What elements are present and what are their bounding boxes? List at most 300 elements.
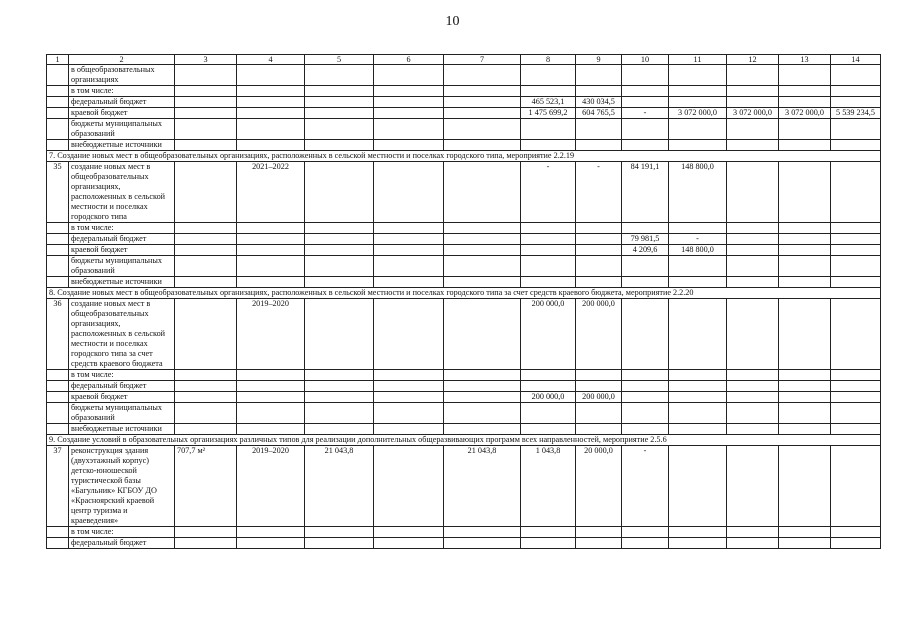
table-cell (47, 403, 69, 424)
table-cell: в том числе: (69, 370, 175, 381)
table-cell: 21 043,8 (305, 446, 374, 527)
table-cell: федеральный бюджет (69, 381, 175, 392)
table-row (47, 370, 881, 381)
table-cell (669, 403, 727, 424)
table-cell (622, 97, 669, 108)
table-cell (779, 392, 831, 403)
table-cell (47, 223, 69, 234)
table-cell (727, 256, 779, 277)
column-header: 3 (175, 55, 237, 65)
table-cell (831, 299, 881, 370)
table-row (47, 86, 881, 97)
table-cell (831, 370, 881, 381)
table-cell (831, 234, 881, 245)
table-cell (374, 108, 444, 119)
table-cell (374, 277, 444, 288)
table-cell (444, 299, 521, 370)
table-cell (175, 140, 237, 151)
table-cell (444, 97, 521, 108)
table-cell: бюджеты муниципальных образований (69, 119, 175, 140)
table-cell (237, 223, 305, 234)
table-cell (374, 446, 444, 527)
table-cell (305, 392, 374, 403)
table-cell (444, 140, 521, 151)
table-cell: 465 523,1 (521, 97, 576, 108)
table-row (47, 162, 881, 223)
table-cell (305, 119, 374, 140)
table-cell (175, 97, 237, 108)
table-cell (305, 403, 374, 424)
table-cell (831, 424, 881, 435)
table-cell (444, 277, 521, 288)
table-cell: краевой бюджет (69, 392, 175, 403)
table-cell (305, 527, 374, 538)
table-cell (47, 119, 69, 140)
table-cell: в общеобразовательных организациях (69, 65, 175, 86)
table-cell (47, 277, 69, 288)
table-cell: создание новых мест в общеобразовательных организациях, расположенных в сельской местности и поселках городского типа (69, 162, 175, 223)
column-header: 8 (521, 55, 576, 65)
table-row (47, 277, 881, 288)
page-number: 10 (445, 14, 460, 29)
table-cell (444, 527, 521, 538)
table-cell (622, 381, 669, 392)
table-cell (576, 119, 622, 140)
table-cell (779, 277, 831, 288)
table-cell (47, 245, 69, 256)
table-cell (669, 299, 727, 370)
table-cell: 200 000,0 (576, 392, 622, 403)
table-cell: - (521, 162, 576, 223)
table-cell (622, 119, 669, 140)
table-cell (237, 424, 305, 435)
table-cell (305, 234, 374, 245)
section-row (47, 151, 881, 162)
table-cell (576, 424, 622, 435)
table-row (47, 538, 881, 549)
table-cell (374, 162, 444, 223)
table-cell (237, 392, 305, 403)
header-row (47, 55, 881, 65)
table-cell (175, 299, 237, 370)
table-cell (779, 223, 831, 234)
table-cell (779, 538, 831, 549)
table-cell (237, 140, 305, 151)
table-cell (47, 234, 69, 245)
table-cell (374, 223, 444, 234)
table-cell (576, 256, 622, 277)
table-cell (779, 65, 831, 86)
table-cell (175, 234, 237, 245)
table-cell (374, 245, 444, 256)
table-cell: внебюджетные источники (69, 140, 175, 151)
table-cell (521, 140, 576, 151)
table-cell (444, 256, 521, 277)
table-cell (305, 65, 374, 86)
table-cell (576, 527, 622, 538)
table-cell (305, 223, 374, 234)
table-cell (622, 277, 669, 288)
column-header: 7 (444, 55, 521, 65)
table-cell (47, 424, 69, 435)
table-cell (622, 392, 669, 403)
budget-table (46, 54, 881, 549)
table-cell (444, 234, 521, 245)
table-cell: - (622, 108, 669, 119)
table-cell (175, 162, 237, 223)
table-cell (175, 86, 237, 97)
table-cell (727, 86, 779, 97)
section-title: 8. Создание новых мест в общеобразовательных организациях, расположенных в сельской местности и поселках городского типа за счет средств краевого бюджета, мероприятие 2.2.20 (47, 288, 881, 299)
table-cell (175, 277, 237, 288)
table-cell (444, 86, 521, 97)
table-cell (669, 370, 727, 381)
table-cell (622, 527, 669, 538)
table-cell (47, 97, 69, 108)
section-row (47, 288, 881, 299)
table-cell (727, 277, 779, 288)
table-cell: реконструкция здания (двухэтажный корпус) детско-юношеской туристической базы «Багульник» КГБОУ ДО «Красноярский краевой центр туризма и краеведения» (69, 446, 175, 527)
table-cell (831, 538, 881, 549)
table-cell (175, 370, 237, 381)
table-cell (779, 162, 831, 223)
table-cell (669, 86, 727, 97)
table-cell (779, 234, 831, 245)
table-cell: 707,7 м² (175, 446, 237, 527)
table-cell (175, 245, 237, 256)
table-row (47, 299, 881, 370)
table-cell (669, 65, 727, 86)
column-header: 12 (727, 55, 779, 65)
table-cell (175, 381, 237, 392)
table-cell: 4 209,6 (622, 245, 669, 256)
table-cell (831, 392, 881, 403)
table-cell (374, 299, 444, 370)
table-row (47, 392, 881, 403)
table-cell (622, 538, 669, 549)
table-cell (779, 119, 831, 140)
table-cell (374, 256, 444, 277)
table-cell: 36 (47, 299, 69, 370)
table-row (47, 97, 881, 108)
table-cell (237, 527, 305, 538)
table-cell: 3 072 000,0 (727, 108, 779, 119)
table-cell: 2021–2022 (237, 162, 305, 223)
table-cell (576, 234, 622, 245)
table-cell (237, 256, 305, 277)
table-cell (374, 234, 444, 245)
table-cell (669, 223, 727, 234)
table-cell (521, 256, 576, 277)
table-cell (831, 446, 881, 527)
table-cell (521, 65, 576, 86)
table-cell (521, 370, 576, 381)
table-row (47, 256, 881, 277)
table-cell (305, 86, 374, 97)
table-cell (521, 424, 576, 435)
table-cell: 2019–2020 (237, 299, 305, 370)
table-cell: 200 000,0 (576, 299, 622, 370)
table-cell (47, 256, 69, 277)
table-cell (47, 65, 69, 86)
column-header: 2 (69, 55, 175, 65)
table-cell (444, 538, 521, 549)
table-cell: - (576, 162, 622, 223)
table-cell (622, 403, 669, 424)
table-cell (669, 538, 727, 549)
table-cell (622, 299, 669, 370)
table-cell (622, 140, 669, 151)
table-cell (669, 392, 727, 403)
table-cell (576, 65, 622, 86)
table-cell (831, 86, 881, 97)
table-cell (779, 256, 831, 277)
table-cell (779, 97, 831, 108)
table-cell (521, 234, 576, 245)
table-cell (622, 256, 669, 277)
table-cell (521, 223, 576, 234)
table-cell (521, 381, 576, 392)
table-cell (727, 245, 779, 256)
table-cell (175, 108, 237, 119)
table-cell (444, 381, 521, 392)
table-cell: 430 034,5 (576, 97, 622, 108)
table-cell (521, 119, 576, 140)
table-cell (727, 299, 779, 370)
table-cell (175, 392, 237, 403)
table-cell (669, 119, 727, 140)
table-cell (727, 162, 779, 223)
table-cell: 1 043,8 (521, 446, 576, 527)
table-cell (831, 97, 881, 108)
column-header: 9 (576, 55, 622, 65)
table-cell (47, 381, 69, 392)
table-cell (237, 108, 305, 119)
section-title: 9. Создание условий в образовательных организациях различных типов для реализации дополнительных общеразвивающих программ всех направленностей, мероприятие 2.5.6 (47, 435, 881, 446)
table-cell (576, 538, 622, 549)
table-cell (374, 381, 444, 392)
table-cell: 604 765,5 (576, 108, 622, 119)
table-cell (374, 119, 444, 140)
table-cell: федеральный бюджет (69, 234, 175, 245)
table-cell (305, 381, 374, 392)
table-cell (444, 65, 521, 86)
table-cell (521, 538, 576, 549)
table-cell (47, 370, 69, 381)
column-header: 1 (47, 55, 69, 65)
table-cell (237, 119, 305, 140)
section-title: 7. Создание новых мест в общеобразовательных организациях, расположенных в сельской местности и поселках городского типа, мероприятие 2.2.19 (47, 151, 881, 162)
table-cell (521, 245, 576, 256)
table-cell: краевой бюджет (69, 245, 175, 256)
table-row (47, 446, 881, 527)
table-cell (305, 256, 374, 277)
table-cell (237, 381, 305, 392)
table-cell (779, 140, 831, 151)
table-cell (237, 538, 305, 549)
table-cell (622, 424, 669, 435)
table-cell (444, 403, 521, 424)
table-cell (779, 245, 831, 256)
table-cell (374, 527, 444, 538)
table-cell (727, 119, 779, 140)
table-cell (521, 527, 576, 538)
table-cell (444, 162, 521, 223)
table-cell (237, 277, 305, 288)
table-cell: в том числе: (69, 223, 175, 234)
table-cell (831, 277, 881, 288)
table-row (47, 223, 881, 234)
table-cell (374, 86, 444, 97)
table-cell (727, 140, 779, 151)
table-cell (374, 97, 444, 108)
table-cell: в том числе: (69, 527, 175, 538)
table-cell (727, 392, 779, 403)
table-cell: 20 000,0 (576, 446, 622, 527)
table-cell (727, 527, 779, 538)
table-cell (175, 256, 237, 277)
column-header: 6 (374, 55, 444, 65)
table-cell (444, 392, 521, 403)
table-cell: 148 800,0 (669, 162, 727, 223)
table-cell (305, 245, 374, 256)
table-cell (237, 86, 305, 97)
table-cell (374, 392, 444, 403)
table-cell (175, 403, 237, 424)
table-row (47, 108, 881, 119)
table-cell (727, 65, 779, 86)
table-cell (374, 424, 444, 435)
table-cell: 79 981,5 (622, 234, 669, 245)
table-cell: в том числе: (69, 86, 175, 97)
table-cell: 3 072 000,0 (669, 108, 727, 119)
table-cell (237, 97, 305, 108)
table-cell (47, 108, 69, 119)
table-cell (779, 86, 831, 97)
table-cell (831, 381, 881, 392)
column-header: 13 (779, 55, 831, 65)
column-header: 14 (831, 55, 881, 65)
table-cell (237, 370, 305, 381)
table-row (47, 403, 881, 424)
table-cell (175, 527, 237, 538)
table-cell (374, 65, 444, 86)
table-cell (237, 65, 305, 86)
column-header: 5 (305, 55, 374, 65)
table-cell (305, 538, 374, 549)
table-cell (237, 403, 305, 424)
table-cell: - (669, 234, 727, 245)
table-cell: создание новых мест в общеобразовательных организациях, расположенных в сельской местности и поселках городского типа за счет средств краевого бюджета (69, 299, 175, 370)
table-cell (305, 162, 374, 223)
table-cell (727, 403, 779, 424)
table-cell (831, 223, 881, 234)
table-cell (669, 97, 727, 108)
table-cell (175, 538, 237, 549)
table-cell: 3 072 000,0 (779, 108, 831, 119)
table-cell (444, 119, 521, 140)
table-cell: 1 475 699,2 (521, 108, 576, 119)
section-row (47, 435, 881, 446)
table-cell (576, 370, 622, 381)
column-header: 4 (237, 55, 305, 65)
table-cell (622, 223, 669, 234)
table-cell (669, 527, 727, 538)
table-cell: 200 000,0 (521, 299, 576, 370)
table-cell (576, 245, 622, 256)
table-cell (175, 119, 237, 140)
table-cell (444, 108, 521, 119)
table-cell (779, 403, 831, 424)
table-cell (831, 403, 881, 424)
table-cell (175, 424, 237, 435)
table-cell (831, 119, 881, 140)
table-row (47, 381, 881, 392)
table-cell (374, 140, 444, 151)
table-cell (444, 370, 521, 381)
table-cell: 84 191,1 (622, 162, 669, 223)
table-cell (727, 424, 779, 435)
table-cell (727, 234, 779, 245)
table-cell (622, 65, 669, 86)
table-cell (444, 245, 521, 256)
table-cell (305, 97, 374, 108)
table-cell (47, 527, 69, 538)
table-cell (669, 140, 727, 151)
table-cell (374, 538, 444, 549)
table-cell: бюджеты муниципальных образований (69, 256, 175, 277)
table-cell (521, 86, 576, 97)
table-cell (576, 277, 622, 288)
table-cell (779, 370, 831, 381)
table-cell (779, 424, 831, 435)
table-cell: 35 (47, 162, 69, 223)
table-cell (374, 370, 444, 381)
table-row (47, 527, 881, 538)
table-cell (576, 86, 622, 97)
table-cell: - (622, 446, 669, 527)
table-cell: внебюджетные источники (69, 277, 175, 288)
table-cell: 200 000,0 (521, 392, 576, 403)
table-cell (727, 538, 779, 549)
table-cell (305, 370, 374, 381)
table-cell (779, 381, 831, 392)
table-cell (237, 245, 305, 256)
table-cell (305, 108, 374, 119)
table-cell (305, 277, 374, 288)
table-cell: федеральный бюджет (69, 538, 175, 549)
table-cell (576, 223, 622, 234)
table-cell: 5 539 234,5 (831, 108, 881, 119)
table-cell (831, 527, 881, 538)
table-cell: 148 800,0 (669, 245, 727, 256)
table-cell (779, 527, 831, 538)
table-cell (175, 223, 237, 234)
table-cell (779, 446, 831, 527)
table-cell (727, 370, 779, 381)
table-cell: 37 (47, 446, 69, 527)
table-cell (374, 403, 444, 424)
table-cell (669, 381, 727, 392)
table-cell (521, 403, 576, 424)
table-cell: внебюджетные источники (69, 424, 175, 435)
table-cell (831, 245, 881, 256)
table-cell (669, 446, 727, 527)
table-cell (727, 381, 779, 392)
table-row (47, 245, 881, 256)
table-cell (47, 538, 69, 549)
table-cell (444, 223, 521, 234)
